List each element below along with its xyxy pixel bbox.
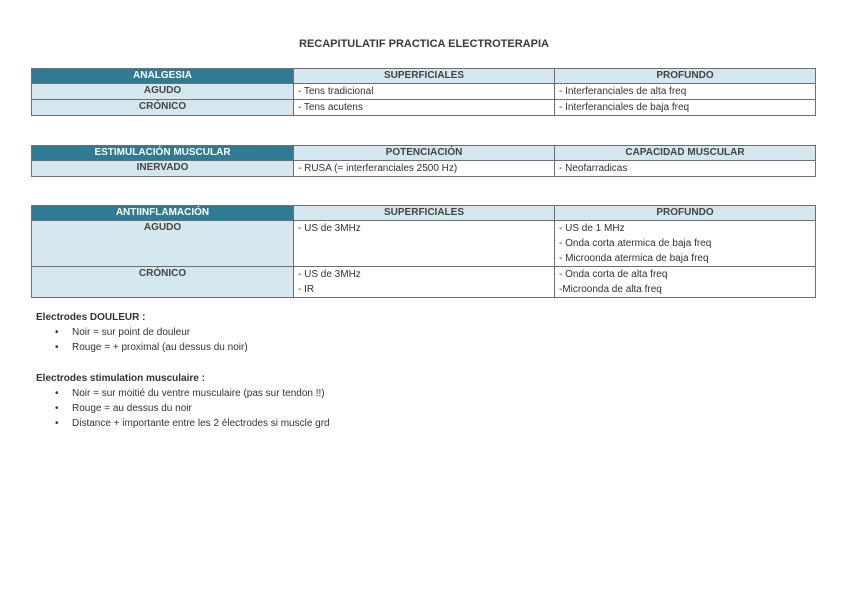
table-header-superficiales: SUPERFICIALES <box>294 206 555 221</box>
list-item: • Noir = sur point de douleur <box>36 325 248 340</box>
notes-douleur <box>36 310 248 355</box>
cell-line: - Onda corta atermica de baja freq <box>559 238 712 249</box>
table-row <box>32 100 816 116</box>
analgesia-table <box>31 68 816 116</box>
cell-line: - Tens tradicional <box>298 86 374 97</box>
cell-line: - Interferanciales de baja freq <box>559 102 690 113</box>
list-item: • Noir = sur moitié du ventre musculaire (pas sur tendon !!) <box>36 386 330 401</box>
table-cell <box>294 267 555 298</box>
table-header-capacidad: CAPACIDAD MUSCULAR <box>555 146 816 161</box>
row-label-cronico: CRÓNICO <box>32 267 294 298</box>
table-cell <box>555 267 816 298</box>
muscular-stimulation-table <box>31 145 816 177</box>
list-item: • Distance + importante entre les 2 électrodes si muscle grd <box>36 416 330 431</box>
table-cell <box>555 221 816 267</box>
row-label-agudo: AGUDO <box>32 84 294 100</box>
notes-heading: Electrodes stimulation musculaire : <box>36 373 205 384</box>
cell-line: - US de 3MHz <box>298 269 361 280</box>
table-cell <box>294 84 555 100</box>
cell-line: - US de 1 MHz <box>559 223 625 234</box>
table-cell <box>555 84 816 100</box>
cell-line: - Onda corta de alta freq <box>559 269 668 280</box>
cell-line: -Microonda de alta freq <box>559 284 662 295</box>
cell-line: - Neofarradicas <box>559 163 628 174</box>
table-header-row <box>32 146 816 161</box>
table-header-potenciacion: POTENCIACIÓN <box>294 146 555 161</box>
table-header-row <box>32 69 816 84</box>
bullet-list <box>36 325 248 355</box>
table-cell <box>555 161 816 177</box>
notes-heading: Electrodes DOULEUR : <box>36 312 146 323</box>
table-row <box>32 161 816 177</box>
list-item: • Rouge = + proximal (au dessus du noir) <box>36 340 248 355</box>
cell-line: - US de 3MHz <box>298 223 361 234</box>
table-row <box>32 221 816 267</box>
cell-line: - Interferanciales de alta freq <box>559 86 687 97</box>
antiinflammation-table <box>31 205 816 298</box>
table-header-antiinflamacion: ANTIINFLAMACIÓN <box>32 206 294 221</box>
table-header-profundo: PROFUNDO <box>555 69 816 84</box>
bullet-list <box>36 386 330 431</box>
page-title: RECAPITULATIF PRACTICA ELECTROTERAPIA <box>299 38 549 50</box>
table-cell <box>294 221 555 267</box>
table-header-analgesia: ANALGESIA <box>32 69 294 84</box>
row-label-cronico: CRÓNICO <box>32 100 294 116</box>
table-header-profundo: PROFUNDO <box>555 206 816 221</box>
table-header-superficiales: SUPERFICIALES <box>294 69 555 84</box>
cell-line: - Tens acutens <box>298 102 363 113</box>
row-label-agudo: AGUDO <box>32 221 294 267</box>
table-cell <box>555 100 816 116</box>
notes-stimulation <box>36 371 330 431</box>
table-row <box>32 84 816 100</box>
cell-line: - IR <box>298 284 315 295</box>
table-cell <box>294 161 555 177</box>
table-row <box>32 267 816 298</box>
cell-line: - RUSA (= interferanciales 2500 Hz) <box>298 163 458 174</box>
table-cell <box>294 100 555 116</box>
table-header-estimulacion: ESTIMULACIÓN MUSCULAR <box>32 146 294 161</box>
table-header-row <box>32 206 816 221</box>
cell-line: - Microonda atermica de baja freq <box>559 253 709 264</box>
row-label-inervado: INERVADO <box>32 161 294 177</box>
list-item: • Rouge = au dessus du noir <box>36 401 330 416</box>
